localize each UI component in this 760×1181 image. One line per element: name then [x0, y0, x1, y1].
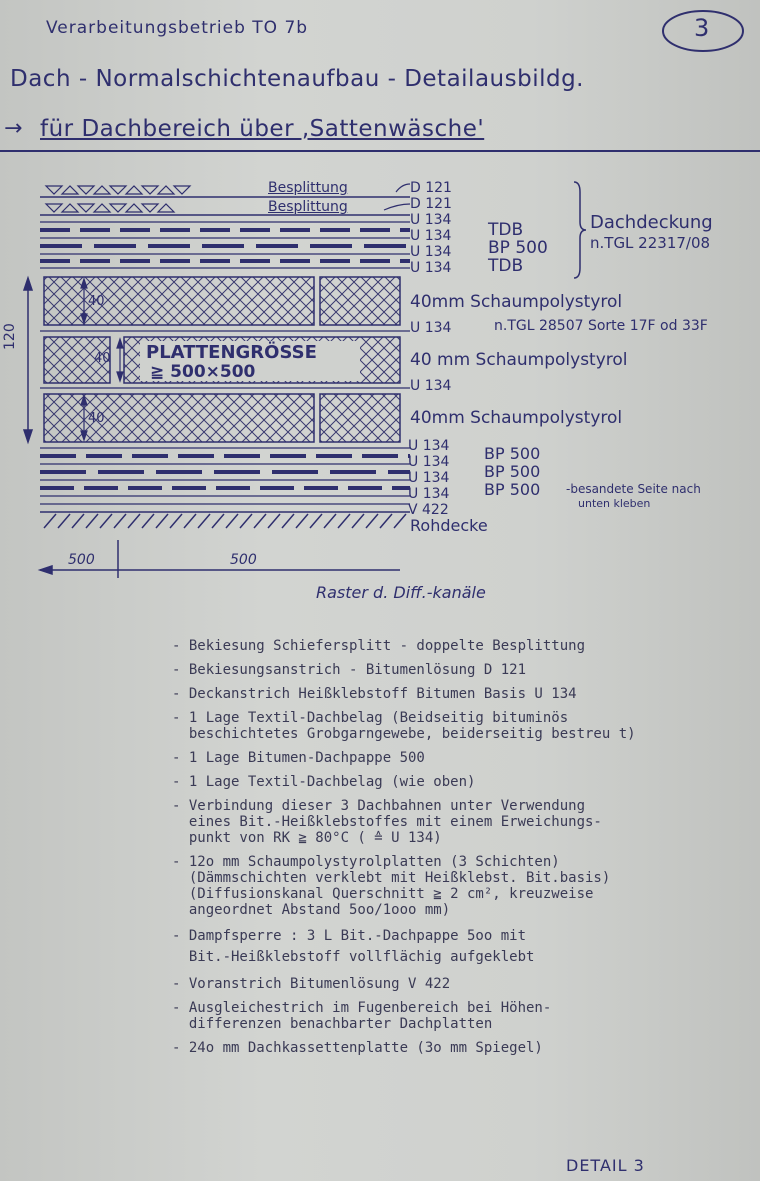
- label-foam-3: 40mm Schaumpolystyrol: [410, 408, 623, 428]
- label-raster: Raster d. Diff.-kanäle: [316, 583, 486, 602]
- note-item: - 12o mm Schaumpolystyrolplatten (3 Schichten) (Dämmschichten verklebt mit Heißklebst. Bit.basis) (Diffusionskanal Querschnitt ≧ 2 cm², kreuzweise angeordnet Abstand 5oo/1ooo mm): [172, 854, 611, 918]
- brace-dachdeckung: [574, 182, 586, 278]
- code-d121-1: D 121: [410, 180, 452, 196]
- label-bp500-1: BP 500: [488, 238, 548, 258]
- code-u134-8: U 134: [408, 486, 450, 502]
- dim-500-left: 500: [68, 552, 95, 568]
- label-besplittung-2: Besplittung: [268, 199, 348, 215]
- detail-label: DETAIL 3: [566, 1156, 645, 1175]
- label-tgl-1: n.TGL 22317/08: [590, 234, 711, 252]
- label-besandete: -besandete Seite nach: [566, 482, 701, 496]
- note-item: - Dampfsperre : 3 L Bit.-Dachpappe 5oo mit Bit.-Heißklebstoff vollflächig aufgeklebt: [172, 928, 535, 965]
- notes-list: [172, 638, 752, 1064]
- dim-40-2: 40: [94, 351, 111, 366]
- label-besplittung-1: Besplittung: [268, 180, 348, 196]
- label-tgl-2: n.TGL 28507 Sorte 17F od 33F: [494, 318, 708, 334]
- code-u134-4: U 134: [410, 260, 452, 276]
- dim-500-right: 500: [230, 552, 257, 568]
- note-item: - 1 Lage Textil-Dachbelag (wie oben): [172, 774, 476, 790]
- label-unten-kleben: unten kleben: [578, 497, 651, 510]
- label-bp500-4: BP 500: [484, 480, 541, 499]
- layer-codes-bottom: [408, 438, 449, 518]
- note-item: - 24o mm Dachkassettenplatte (3o mm Spiegel): [172, 1040, 543, 1056]
- gravel-layer-1: [46, 186, 190, 194]
- label-bp500-2: BP 500: [484, 444, 541, 463]
- code-u134-6: U 134: [408, 454, 450, 470]
- label-u134-b: U 134: [410, 378, 452, 394]
- code-u134-3: U 134: [410, 244, 452, 260]
- top-membranes: [40, 222, 410, 268]
- label-plattengroesse-dim: ≧ 500×500: [150, 362, 256, 382]
- code-u134-7: U 134: [408, 470, 450, 486]
- rohdecke-hatch: [40, 512, 410, 528]
- bottom-membranes: [40, 448, 410, 504]
- note-item: - Verbindung dieser 3 Dachbahnen unter Verwendung eines Bit.-Heißklebstoffes mit einem Erweichungs- punkt von RK ≧ 80°C ( ≙ U 134): [172, 798, 602, 846]
- label-dachdeckung: Dachdeckung: [590, 212, 713, 233]
- note-item: - 1 Lage Textil-Dachbelag (Beidseitig bituminös beschichtetes Grobgarngewebe, beiderseitig bestreu t): [172, 710, 636, 742]
- company-name: Verarbeitungsbetrieb TO 7b: [46, 18, 309, 38]
- dim-120: 120: [2, 323, 18, 350]
- code-u134-5: U 134: [408, 438, 450, 454]
- code-v422: V 422: [408, 502, 449, 518]
- dim-120-line: [24, 278, 32, 442]
- label-foam-1: 40mm Schaumpolystyrol: [410, 292, 623, 312]
- gravel-layer-2: [46, 204, 174, 212]
- note-item: - 1 Lage Bitumen-Dachpappe 500: [172, 750, 425, 766]
- note-item: - Deckanstrich Heißklebstoff Bitumen Basis U 134: [172, 686, 577, 702]
- page-title: Dach - Normalschichtenaufbau - Detailausbildg.: [10, 66, 584, 92]
- label-foam-2: 40 mm Schaumpolystyrol: [410, 350, 628, 370]
- note-item: - Bekiesung Schiefersplitt - doppelte Besplittung: [172, 638, 586, 654]
- dim-40-1: 40: [88, 294, 105, 309]
- label-bp500-3: BP 500: [484, 462, 541, 481]
- label-tdb-1: TDB: [488, 220, 524, 240]
- note-item: - Voranstrich Bitumenlösung V 422: [172, 976, 451, 992]
- label-u134-a: U 134: [410, 320, 452, 336]
- note-item: - Ausgleichestrich im Fugenbereich bei Höhen- differenzen benachbarter Dachplatten: [172, 1000, 552, 1032]
- arrow-right-icon: →: [4, 116, 23, 141]
- note-item: - Bekiesungsanstrich - Bitumenlösung D 121: [172, 662, 527, 678]
- dim-40-3: 40: [88, 411, 105, 426]
- code-u134-2: U 134: [410, 228, 452, 244]
- code-u134-1: U 134: [410, 212, 452, 228]
- page-subtitle: für Dachbereich über ,Sattenwäsche': [40, 116, 485, 142]
- layer-codes-top: [410, 180, 452, 276]
- label-plattengroesse: PLATTENGRÖSSE: [146, 342, 317, 363]
- sheet-number: 3: [694, 14, 710, 42]
- label-rohdecke: Rohdecke: [410, 516, 488, 535]
- code-d121-2: D 121: [410, 196, 452, 212]
- label-tdb-2: TDB: [488, 256, 524, 276]
